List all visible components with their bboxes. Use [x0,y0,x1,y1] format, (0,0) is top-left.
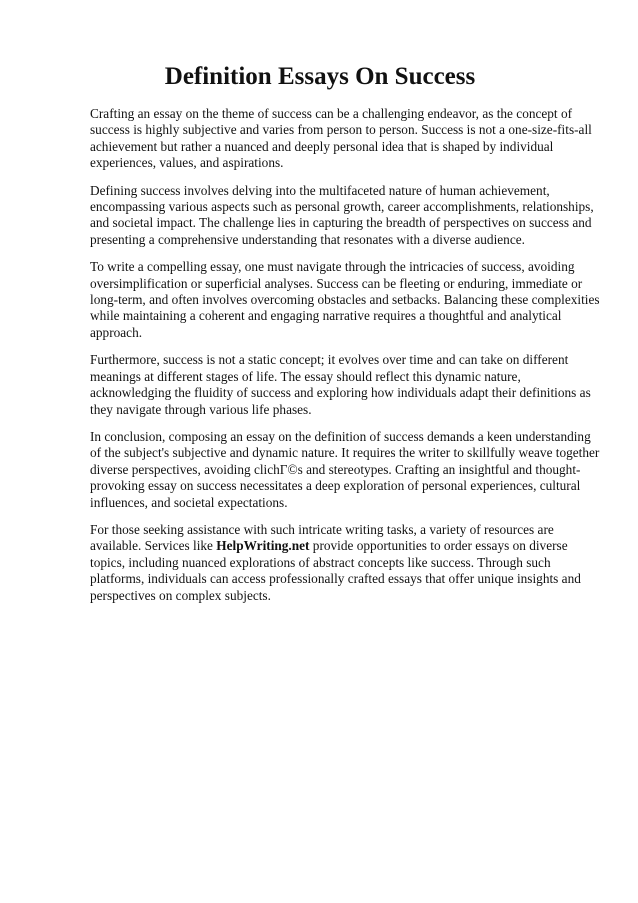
paragraph-compelling: To write a compelling essay, one must navigate through the intricacies of success, avoiding oversimplification or superficial analyses. Success can be fleeting or enduring, immediate or long-term, and often involves overcoming obstacles and setbacks. Balancing these complexities while maintaining a coherent and engaging narrative requires a thoughtful and analytical approach. [90,259,600,340]
document-title: Definition Essays On Success [164,63,476,90]
paragraph-conclusion: In conclusion, composing an essay on the definition of success demands a keen understanding of the subject's subjective and dynamic nature. It requires the writer to skillfully weave together diverse perspectives, avoiding clichΓ©s and stereotypes. Crafting an insightful and thought-provoking essay on success necessitates a deep exploration of personal experiences, cultural influences, and societal expectations. [90,428,600,510]
brand-link[interactable]: HelpWriting.net [216,538,310,554]
assistance-text-before: For those seeking assistance with such intricate writing tasks, a variety of resources are available. Services like [90,521,554,554]
paragraph-assistance [90,522,600,604]
paragraph-intro: Crafting an essay on the theme of success can be a challenging endeavor, as the concept of success is highly subjective and varies from person to person. Success is not a one-size-fits-all achievement but rather a nuanced and deeply personal idea that is shaped by individual experiences, values, and aspirations. [90,106,592,171]
assistance-text-after: provide opportunities to order essays on diverse topics, including nuanced explorations of abstract concepts like success. Through such platforms, individuals can access professionally crafted essays that offer unique insights and perspectives on complex subjects. [90,538,581,603]
paragraph-furthermore: Furthermore, success is not a static concept; it evolves over time and can take on different meanings at different stages of life. The essay should reflect this dynamic nature, acknowledging the fluidity of success and exploring how individuals adapt their definitions as they navigate through various life phases. [90,352,591,417]
paragraph-defining: Defining success involves delving into the multifaceted nature of human achievement, encompassing various aspects such as personal growth, career accomplishments, relationships, and societal impact. The challenge lies in capturing the breadth of perspectives on success and presenting a comprehensive understanding that resonates with a diverse audience. [90,182,594,247]
